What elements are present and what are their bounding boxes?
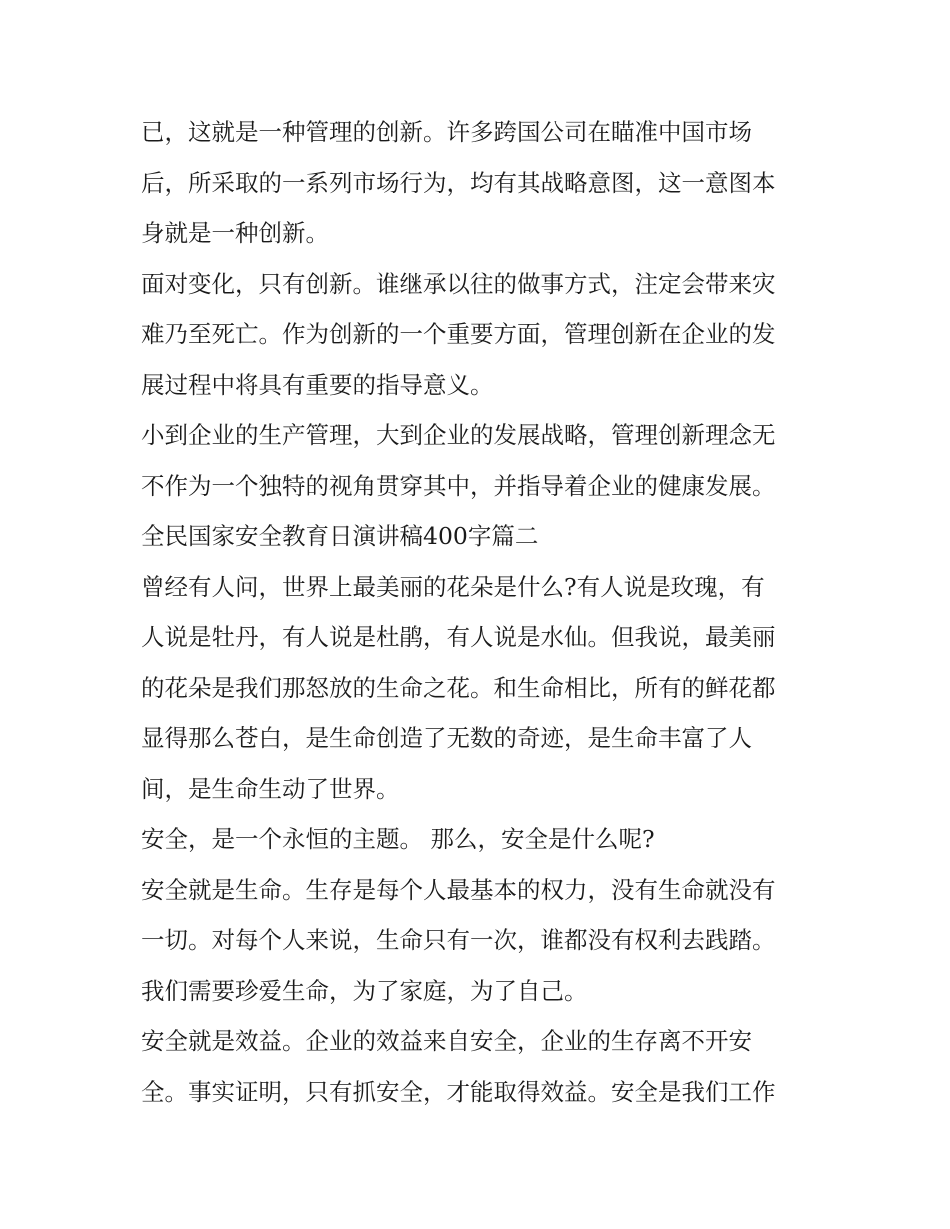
text-line: 小到企业的生产管理，大到企业的发展战略，管理创新理念无 bbox=[141, 421, 776, 449]
text-line: 不作为一个独特的视角贯穿其中，并指导着企业的健康发展。 bbox=[141, 471, 776, 500]
paragraph bbox=[141, 1016, 821, 1117]
text-line: 一切。对每个人来说，生命只有一次，谁都没有权利去践踏。 bbox=[141, 926, 776, 954]
text-line: 展过程中将具有重要的指导意义。 bbox=[141, 370, 494, 399]
text-line: 安全就是生命。生存是每个人最基本的权力，没有生命就没有 bbox=[141, 875, 776, 904]
text-line: 显得那么苍白，是生命创造了无数的奇迹，是生命丰富了人 bbox=[141, 724, 752, 752]
text-line: 安全就是效益。企业的效益来自安全，企业的生存离不开安 bbox=[141, 1027, 752, 1055]
text-line: 间，是生命生动了世界。 bbox=[141, 774, 400, 803]
paragraph bbox=[141, 511, 821, 562]
text-line: 面对变化，只有创新。谁继承以往的做事方式，注定会带来灾 bbox=[141, 269, 776, 298]
document-body bbox=[141, 107, 821, 1117]
paragraph bbox=[141, 562, 821, 815]
text-line: 曾经有人问，世界上最美丽的花朵是什么?有人说是玫瑰，有 bbox=[141, 572, 765, 601]
text-line: 安全，是一个永恒的主题。 那么，安全是什么呢? bbox=[141, 825, 655, 853]
text-line: 我们需要珍爱生命，为了家庭，为了自己。 bbox=[141, 976, 588, 1005]
text-line: 难乃至死亡。作为创新的一个重要方面，管理创新在企业的发 bbox=[141, 320, 776, 348]
paragraph bbox=[141, 410, 821, 511]
text-line: 人说是牡丹，有人说是杜鹃，有人说是水仙。但我说，最美丽 bbox=[141, 623, 776, 651]
paragraph bbox=[141, 865, 821, 1017]
paragraph bbox=[141, 259, 821, 411]
paragraph bbox=[141, 814, 821, 865]
paragraph bbox=[141, 107, 821, 259]
text-line: 的花朵是我们那怒放的生命之花。和生命相比，所有的鲜花都 bbox=[141, 673, 776, 702]
text-line: 已，这就是一种管理的创新。许多跨国公司在瞄准中国市场 bbox=[141, 118, 752, 146]
text-line: 全。事实证明，只有抓安全，才能取得效益。安全是我们工作 bbox=[141, 1077, 776, 1106]
text-line: 身就是一种创新。 bbox=[141, 219, 329, 247]
text-line: 全民国家安全教育日演讲稿400字篇二 bbox=[141, 522, 539, 550]
text-line: 后，所采取的一系列市场行为，均有其战略意图，这一意图本 bbox=[141, 168, 776, 197]
